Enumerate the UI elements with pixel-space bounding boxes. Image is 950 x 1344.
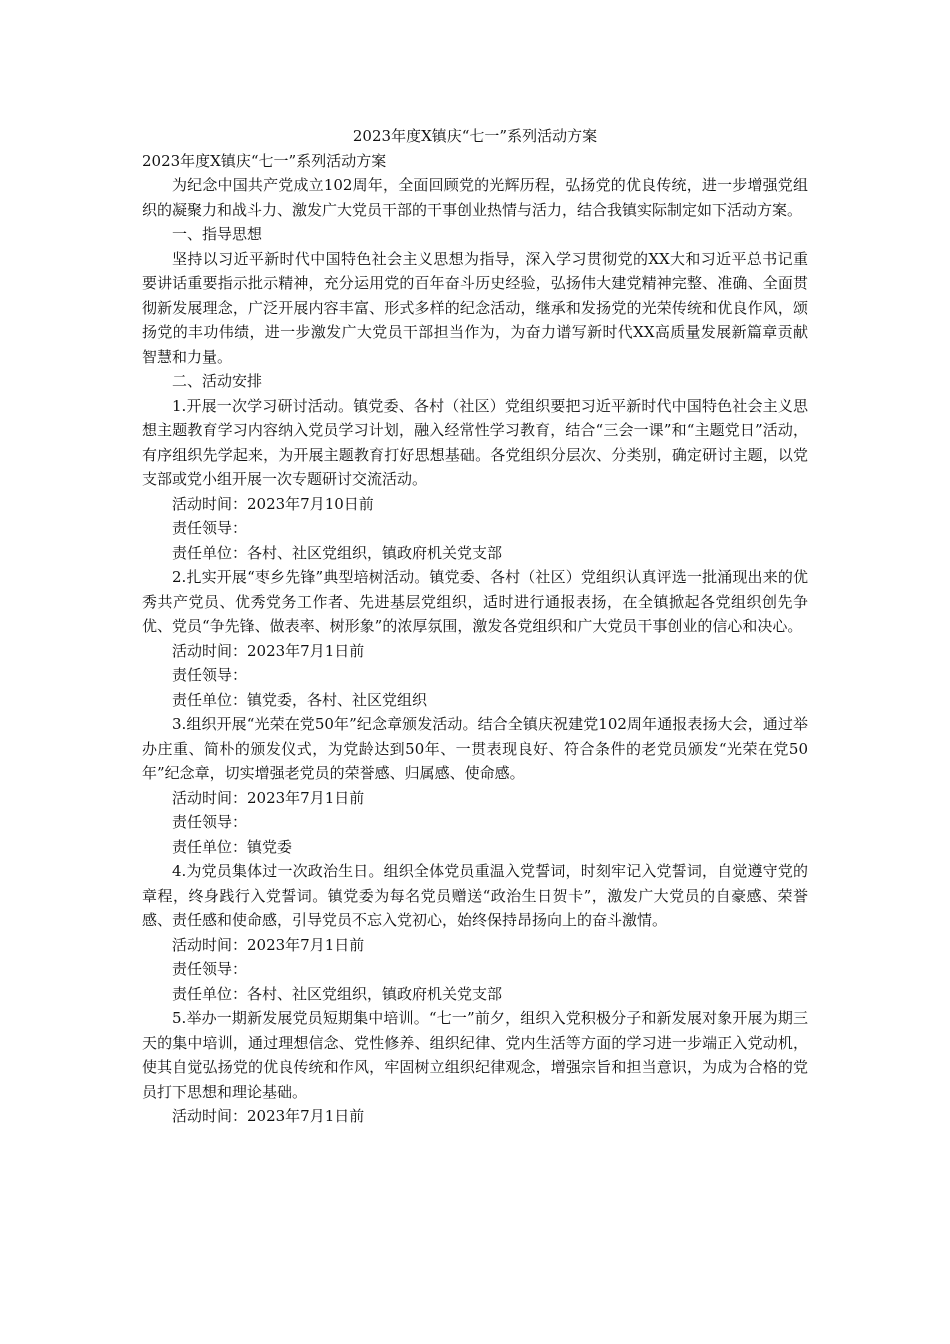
activity-2-body: 2.扎实开展“枣乡先锋”典型培树活动。镇党委、各村（社区）党组织认真评选一批涌现出来的优秀共产党员、优秀党务工作者、先进基层党组织，适时进行通报表扬，在全镇掀起各党组织创先争优、党员“争先锋、做表率、树形象”的浓厚氛围，激发各党组织和广大党员干事创业的信心和决心。 [142, 568, 808, 635]
activity-4-body: 4.为党员集体过一次政治生日。组织全体党员重温入党誓词，时刻牢记入党誓词，自觉遵守党的章程，终身践行入党誓词。镇党委为每名党员赠送“政治生日贺卡”，激发广大党员的自豪感、荣誉感、责任感和使命感，引导党员不忘入党初心，始终保持昂扬向上的奋斗激情。 [142, 862, 808, 929]
activity-2-leader: 责任领导： [172, 666, 248, 684]
section-heading-activity-arrangement: 二、活动安排 [172, 372, 263, 390]
activity-3-time: 活动时间：2023年7月1日前 [172, 788, 365, 807]
activity-4-unit: 责任单位：各村、社区党组织，镇政府机关党支部 [172, 984, 503, 1003]
activity-1-leader: 责任领导： [172, 519, 248, 537]
activity-4-time: 活动时间：2023年7月1日前 [172, 935, 365, 954]
activity-2-time: 活动时间：2023年7月1日前 [172, 641, 365, 660]
document-page [142, 124, 808, 1129]
activity-5-time: 活动时间：2023年7月1日前 [172, 1107, 365, 1125]
document-title: 2023年度X镇庆“七一”系列活动方案 [352, 127, 598, 145]
activity-5-body: 5.举办一期新发展党员短期集中培训。“七一”前夕，组织入党积极分子和新发展对象开展为期三天的集中培训，通过理想信念、党性修养、组织纪律、党内生活等方面的学习进一步端正入党动机，使其自觉弘扬党的优良传统和作风，牢固树立组织纪律观念，增强宗旨和担当意识，为成为合格的党员打下思想和理论基础。 [142, 1009, 808, 1101]
activity-2-unit: 责任单位：镇党委，各村、社区党组织 [172, 690, 428, 709]
section-heading-guiding-thought: 一、指导思想 [172, 225, 263, 243]
activity-4-leader: 责任领导： [172, 960, 248, 978]
activity-3-leader: 责任领导： [172, 813, 248, 831]
guiding-thought-paragraph: 坚持以习近平新时代中国特色社会主义思想为指导，深入学习贯彻党的XX大和习近平总书记重要讲话重要指示批示精神，充分运用党的百年奋斗历史经验，弘扬伟大建党精神完整、准确、全面贯彻新发展理念，广泛开展内容丰富、形式多样的纪念活动，继承和发扬党的光荣传统和优良作风，颂扬党的丰功伟绩，进一步激发广大党员干部担当作为，为奋力谱写新时代XX高质量发展新篇章贡献智慧和力量。 [142, 249, 808, 366]
activity-1-body: 1.开展一次学习研讨活动。镇党委、各村（社区）党组织要把习近平新时代中国特色社会主义思想主题教育学习内容纳入党员学习计划，融入经常性学习教育，结合“三会一课”和“主题党日”活动，有序组织先学起来，为开展主题教育打好思想基础。各党组织分层次、分类别，确定研讨主题，以党支部或党小组开展一次专题研讨交流活动。 [142, 396, 808, 488]
document-subtitle: 2023年度X镇庆“七一”系列活动方案 [142, 151, 387, 170]
activity-1-time: 活动时间：2023年7月10日前 [172, 494, 374, 513]
activity-3-unit: 责任单位：镇党委 [172, 837, 293, 856]
intro-paragraph: 为纪念中国共产党成立102周年，全面回顾党的光辉历程，弘扬党的优良传统，进一步增强党组织的凝聚力和战斗力、激发广大党员干部的干事创业热情与活力，结合我镇实际制定如下活动方案。 [142, 176, 808, 219]
activity-1-unit: 责任单位：各村、社区党组织，镇政府机关党支部 [172, 543, 503, 562]
activity-3-body: 3.组织开展“光荣在党50年”纪念章颁发活动。结合全镇庆祝建党102周年通报表扬大会，通过举办庄重、简朴的颁发仪式，为党龄达到50年、一贯表现良好、符合条件的老党员颁发“光荣在党50年”纪念章，切实增强老党员的荣誉感、归属感、使命感。 [142, 715, 808, 782]
